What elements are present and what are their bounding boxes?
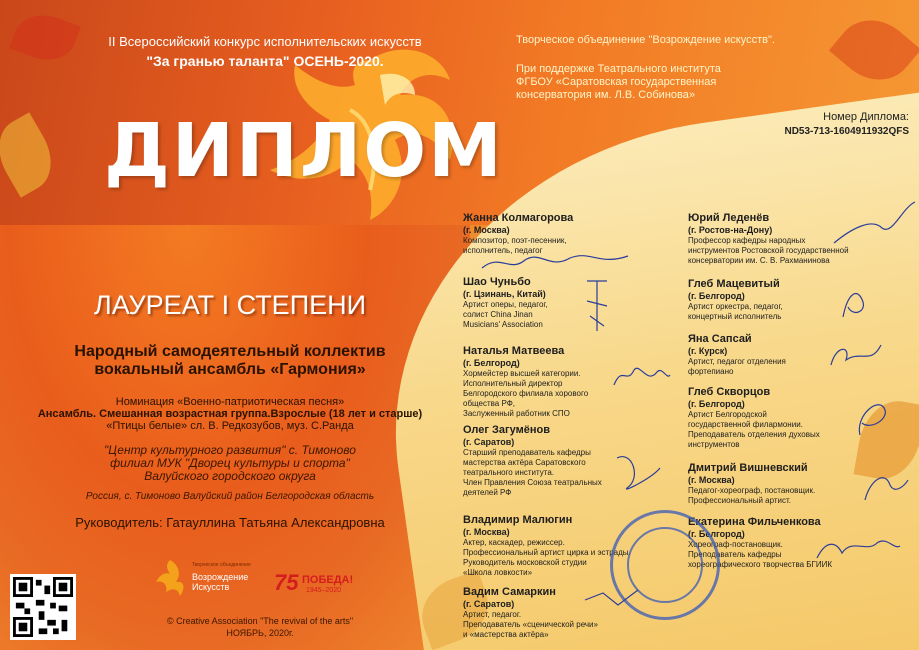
institution-block (10, 444, 450, 483)
jury-desc: и «мастерства актёра» (463, 630, 549, 639)
issue-date: НОЯБРЬ, 2020г. (226, 628, 294, 638)
revival-of-arts-logo (152, 554, 262, 604)
jury-desc: Артист оркестра, педагог, (688, 302, 783, 311)
diploma-title: ДИПЛОМ (104, 108, 504, 194)
signature (582, 276, 612, 336)
victory-number: 75 (274, 570, 299, 595)
jury-city: (г. Белгород) (463, 358, 520, 368)
logo-text: Искусств (192, 582, 230, 592)
collective-name (10, 343, 450, 379)
jury-name: Жанна Колмагорова (463, 212, 574, 224)
jury-member (688, 462, 888, 506)
nomination-block (10, 396, 450, 432)
jury-desc: инструментов (688, 440, 740, 449)
jury-desc: концертный исполнитель (688, 312, 782, 321)
jury-name: Дмитрий Вишневский (688, 462, 808, 474)
jury-city: (г. Саратов) (463, 437, 515, 447)
jury-city: (г. Курск) (688, 346, 728, 356)
jury-desc: Профессиональный артист цирка и эстрады. (463, 548, 631, 557)
director-name: Руководитель: Гатауллина Татьяна Александровна (75, 515, 385, 530)
jury-desc: консерватории им. С. В. Рахманинова (688, 256, 830, 265)
jury-desc: инструментов Ростовской государственной (688, 246, 849, 255)
institution-line: "Центр культурного развития" с. Тимоново (104, 443, 356, 457)
jury-desc: «Школа ловкости» (463, 568, 533, 577)
jury-city: (г. Белгород) (688, 291, 745, 301)
collective-line: Народный самодеятельный коллектив (74, 343, 386, 360)
victory-years: 1945–2020 (306, 587, 342, 594)
jury-member (463, 276, 663, 330)
jury-desc: Композитор, поэт-песенник, (463, 236, 567, 245)
jury-desc: Старший преподаватель кафедры (463, 448, 591, 457)
jury-desc: Исполнительный директор (463, 379, 563, 388)
jury-desc: Артист, педагог отделения (688, 357, 786, 366)
jury-name: Вадим Самаркин (463, 586, 556, 598)
jury-desc: Хореограф-постановщик. (688, 540, 783, 549)
jury-desc: Хормейстер высшей категории. (463, 369, 581, 378)
copyright-text: © Creative Association "The revival of the arts" (166, 616, 354, 626)
jury-desc: театрального института. (463, 468, 554, 477)
jury-name: Екатерина Фильченкова (688, 516, 821, 528)
diploma-number-label: Номер Диплома: (823, 111, 909, 123)
jury-name: Шао Чуньбо (463, 276, 531, 288)
jury-desc: Преподаватель отделения духовых (688, 430, 820, 439)
jury-desc: Преподаватель кафедры (688, 550, 782, 559)
signature (860, 465, 910, 505)
nomination-line: «Птицы белые» сл. В. Редкозубов, муз. С.Ранда (106, 420, 354, 432)
signature (612, 448, 662, 498)
jury-desc: Профессор кафедры народных (688, 236, 806, 245)
jury-desc: Педагог-хореограф, постановщик. (688, 486, 816, 495)
jury-name: Глеб Мацевитый (688, 278, 780, 290)
jury-desc: Артист Белгородской (688, 410, 767, 419)
collective-line: вокальный ансамбль «Гармония» (94, 361, 366, 378)
support-line: ФГБОУ «Саратовская государственная (516, 76, 717, 88)
jury-desc: Артист, педагог. (463, 610, 522, 619)
institution-address: Россия, с. Тимоново Валуйский район Белгородская область (85, 491, 375, 502)
signature (612, 360, 672, 390)
jury-desc: фортепиано (688, 367, 734, 376)
jury-desc: деятелей РФ (463, 488, 512, 497)
signature (583, 585, 643, 615)
jury-desc: Профессиональный артист. (688, 496, 792, 505)
jury-desc: хореографического творчества БГИИК (688, 560, 833, 569)
phoenix-logo-icon (152, 558, 188, 598)
signature (832, 198, 917, 248)
jury-city: (г. Москва) (688, 475, 735, 485)
jury-desc: Белгородского филиала хорового (463, 389, 589, 398)
signature (838, 282, 868, 322)
victory-word: ПОБЕДА! (302, 574, 354, 586)
diploma-number-value: ND53-713-1604911932QFS (784, 126, 909, 137)
jury-name: Владимир Малюгин (463, 514, 573, 526)
signature (850, 385, 895, 440)
jury-city: (г. Белгород) (688, 399, 745, 409)
jury-city: (г. Ростов-на-Дону) (688, 225, 773, 235)
jury-desc: Преподаватель «сценической речи» (463, 620, 598, 629)
nomination-line: Ансамбль. Смешанная возрастная группа.Взрослые (18 лет и старше) (37, 408, 423, 420)
jury-desc: исполнитель, педагог (463, 246, 543, 255)
support-line: При поддержке Театрального института (516, 63, 721, 75)
logo-text: Возрождение (192, 572, 249, 582)
signature (826, 335, 886, 375)
qr-code-pattern (13, 577, 73, 637)
jury-name: Наталья Матвеева (463, 345, 565, 357)
support-line: консерватория им. Л.В. Собинова» (516, 89, 695, 101)
jury-city: (г. Москва) (463, 225, 510, 235)
award-title: ЛАУРЕАТ I СТЕПЕНИ (93, 290, 367, 320)
jury-desc: Член Правления Союза театральных (463, 478, 602, 487)
support-info (516, 63, 796, 102)
jury-city: (г. Белгород) (688, 529, 745, 539)
victory-75-logo (274, 570, 364, 600)
jury-city: (г. Саратов) (463, 599, 515, 609)
qr-code (10, 574, 76, 640)
jury-desc: Musicians' Association (463, 320, 543, 329)
jury-desc: общества РФ, (463, 399, 516, 408)
jury-city: (г. Москва) (463, 527, 510, 537)
jury-desc: Руководитель московской студии (463, 558, 587, 567)
signature (480, 248, 630, 278)
institution-line: филиал МУК "Дворец культуры и спорта" (110, 456, 350, 470)
jury-desc: Заслуженный работник СПО (463, 409, 570, 418)
competition-title-line2: "За гранью таланта" ОСЕНЬ-2020. (146, 53, 384, 69)
jury-name: Глеб Скворцов (688, 386, 771, 398)
jury-name: Юрий Леденёв (688, 212, 770, 224)
jury-city: (г. Цзинань, Китай) (463, 289, 546, 299)
organizer-name: Творческое объединение "Возрождение искусств". (516, 34, 775, 46)
signature (812, 528, 902, 564)
jury-name: Олег Загумёнов (463, 424, 550, 436)
jury-desc: мастерства актёра Саратовского (463, 458, 586, 467)
jury-desc: Артист оперы, педагог, (463, 300, 548, 309)
nomination-line: Номинация «Военно-патриотическая песня» (115, 396, 345, 408)
competition-title-line1: II Всероссийский конкурс исполнительских искусств (108, 34, 422, 49)
jury-desc: солист China Jinan (463, 310, 533, 319)
logo-text-small: Творческое объединение (192, 562, 251, 568)
jury-name: Яна Сапсай (688, 333, 752, 345)
jury-desc: Актер, каскадер, режиссер. (463, 538, 565, 547)
institution-line: Валуйского городского округа (144, 469, 316, 483)
jury-desc: государственной филармонии. (688, 420, 803, 429)
